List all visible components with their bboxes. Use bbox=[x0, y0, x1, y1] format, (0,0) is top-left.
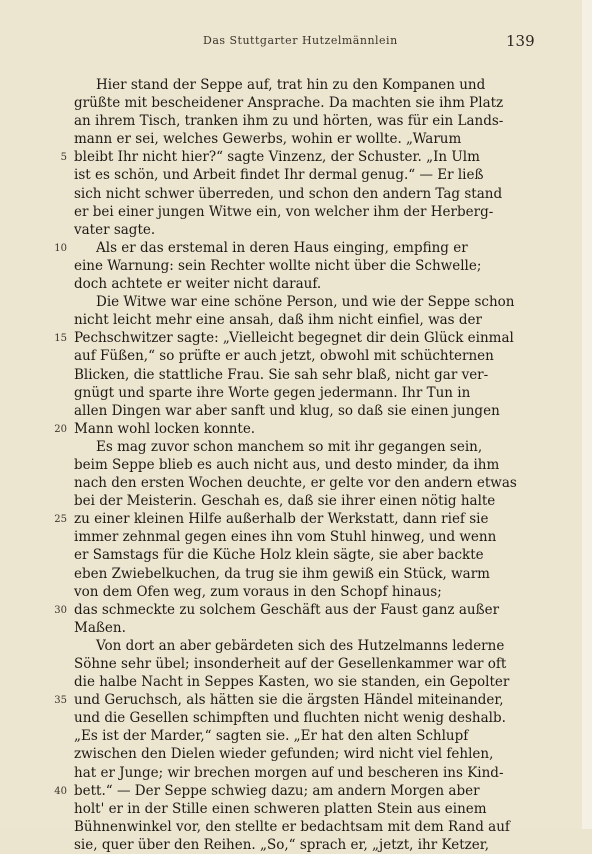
text-line bbox=[74, 402, 524, 420]
page-edge bbox=[582, 0, 592, 829]
line-text: immer zehnmal gegen eines ihn vom Stuhl hinweg, und wenn bbox=[74, 529, 497, 546]
text-line bbox=[74, 221, 524, 239]
text-line bbox=[54, 691, 524, 709]
line-text: Pechschwitzer sagte: „Vielleicht begegnet dir dein Glück einmal bbox=[74, 330, 514, 347]
line-text: Als er das erstemal in deren Haus einging, empfing er bbox=[96, 239, 468, 256]
line-text: Blicken, die stattliche Frau. Sie sah sehr blaß, nicht gar ver- bbox=[74, 366, 489, 383]
text-line bbox=[74, 583, 524, 601]
line-text: bleibt Ihr nicht hier?“ sagte Vinzenz, der Schuster. „In Ulm bbox=[74, 149, 480, 166]
line-text: Maßen. bbox=[74, 619, 126, 636]
line-text: mann er sei, welches Gewerbs, wohin er wollte. „Warum bbox=[74, 131, 462, 148]
line-text: sie, quer über den Reihen. „So,“ sprach er, „jetzt, ihr Ketzer, bbox=[74, 836, 489, 853]
text-line bbox=[74, 384, 524, 402]
body-text bbox=[54, 76, 524, 854]
page-number: 139 bbox=[506, 32, 535, 50]
line-number: 35 bbox=[54, 695, 67, 707]
text-line bbox=[74, 76, 524, 94]
line-text: zwischen den Dielen wieder gefunden; wird nicht viel fehlen, bbox=[74, 746, 494, 763]
text-line bbox=[74, 438, 524, 456]
text-line bbox=[74, 347, 524, 365]
line-text: grüßte mit bescheidener Ansprache. Da machten sie ihm Platz bbox=[74, 95, 504, 112]
text-line bbox=[74, 800, 524, 818]
line-text: Mann wohl locken konnte. bbox=[74, 420, 256, 437]
text-line bbox=[54, 420, 524, 438]
text-line bbox=[74, 709, 524, 727]
line-text: beim Seppe blieb es auch nicht aus, und desto minder, da ihm bbox=[74, 456, 500, 473]
line-text: er bei einer jungen Witwe ein, von welcher ihm der Herberg- bbox=[74, 203, 494, 220]
line-text: Die Witwe war eine schöne Person, und wie der Seppe schon bbox=[96, 294, 515, 311]
line-text: holt' er in der Stille einen schweren platten Stein aus einem bbox=[74, 800, 487, 817]
line-text: Von dort an aber gebärdeten sich des Hutzelmanns lederne bbox=[96, 637, 505, 654]
text-line bbox=[54, 782, 524, 800]
text-line bbox=[74, 745, 524, 763]
text-line bbox=[74, 619, 524, 637]
line-text: nach den ersten Wochen deuchte, er gelte vor den andern etwas bbox=[74, 475, 517, 492]
line-text: sich nicht schwer überreden, und schon den andern Tag stand bbox=[74, 185, 503, 202]
line-text: Bühnenwinkel vor, den stellte er bedachtsam mit dem Rand auf bbox=[74, 818, 510, 835]
line-text: allen Dingen war aber sanft und klug, so daß sie einen jungen bbox=[74, 402, 500, 419]
line-text: Es mag zuvor schon manchem so mit ihr gegangen sein, bbox=[96, 438, 483, 455]
text-line bbox=[74, 673, 524, 691]
text-line bbox=[74, 818, 524, 836]
text-line bbox=[74, 456, 524, 474]
line-text: eine Warnung: sein Rechter wollte nicht über die Schwelle; bbox=[74, 257, 482, 274]
text-line bbox=[74, 311, 524, 329]
text-line bbox=[74, 655, 524, 673]
line-number: 30 bbox=[54, 604, 67, 616]
text-line bbox=[54, 601, 524, 619]
line-text: zu einer kleinen Hilfe außerhalb der Werkstatt, dann rief sie bbox=[74, 511, 489, 528]
line-text: eben Zwiebelkuchen, da trug sie ihm gewiß ein Stück, warm bbox=[74, 565, 490, 582]
line-text: er Samstags für die Küche Holz klein sägte, sie aber backte bbox=[74, 547, 484, 564]
line-text: die halbe Nacht in Seppes Kasten, wo sie standen, ein Gepolter bbox=[74, 674, 510, 691]
text-line bbox=[74, 166, 524, 184]
line-text: auf Füßen,“ so prüfte er auch jetzt, obwohl mit schüchternen bbox=[74, 348, 494, 365]
line-text: gnügt und sparte ihre Worte gegen jedermann. Ihr Tun in bbox=[74, 384, 471, 401]
line-text: ist es schön, und Arbeit findet Ihr dermal genug.“ — Er ließ bbox=[74, 167, 484, 184]
text-line bbox=[74, 366, 524, 384]
text-line bbox=[74, 764, 524, 782]
line-number: 15 bbox=[54, 333, 67, 345]
line-text: das schmeckte zu solchem Geschäft aus der Faust ganz außer bbox=[74, 601, 500, 618]
line-text: Hier stand der Seppe auf, trat hin zu den Kompanen und bbox=[96, 77, 486, 93]
text-line bbox=[74, 727, 524, 745]
line-text: bett.“ — Der Seppe schwieg dazu; am andern Morgen aber bbox=[74, 782, 480, 799]
text-line bbox=[60, 148, 524, 166]
text-line bbox=[74, 565, 524, 583]
text-line bbox=[74, 275, 524, 293]
text-line bbox=[74, 492, 524, 510]
line-text: vater sagte. bbox=[74, 221, 156, 238]
text-line bbox=[54, 510, 524, 528]
line-text: von dem Ofen weg, zum voraus in den Schopf hinaus; bbox=[74, 583, 442, 600]
running-title: Das Stuttgarter Hutzelmännlein bbox=[203, 34, 398, 47]
line-number: 20 bbox=[54, 423, 67, 435]
line-text: Söhne sehr übel; insonderheit auf der Gesellenkammer war oft bbox=[74, 656, 507, 672]
text-line bbox=[74, 130, 524, 148]
text-line bbox=[74, 546, 524, 564]
line-text: an ihrem Tisch, tranken ihm zu und hörten, was für ein Lands- bbox=[74, 113, 504, 130]
text-line bbox=[54, 239, 524, 257]
line-number: 10 bbox=[54, 242, 67, 254]
text-line bbox=[74, 94, 524, 112]
line-text: bei der Meisterin. Geschah es, daß sie ihrer einen nötig halte bbox=[74, 493, 496, 510]
text-line bbox=[74, 257, 524, 275]
text-line bbox=[74, 293, 524, 311]
line-text: und Geruchsch, als hätten sie die ärgsten Händel miteinander, bbox=[74, 692, 504, 709]
text-line bbox=[54, 329, 524, 347]
text-line bbox=[74, 203, 524, 221]
text-line bbox=[74, 528, 524, 546]
text-line bbox=[74, 185, 524, 203]
line-text: hat er Junge; wir brechen morgen auf und bescheren ins Kind- bbox=[74, 764, 504, 781]
line-text: nicht leicht mehr eine ansah, daß ihm nicht einfiel, was der bbox=[74, 312, 482, 329]
line-text: „Es ist der Marder,“ sagten sie. „Er hat den alten Schlupf bbox=[74, 728, 469, 745]
line-number: 40 bbox=[54, 785, 67, 797]
line-number: 25 bbox=[54, 514, 67, 526]
text-line bbox=[74, 836, 524, 854]
line-text: und die Gesellen schimpften und fluchten nicht wenig deshalb. bbox=[74, 710, 506, 727]
text-line bbox=[74, 474, 524, 492]
text-line bbox=[74, 637, 524, 655]
line-number: 5 bbox=[60, 152, 67, 164]
text-line bbox=[74, 112, 524, 130]
line-text: doch achtete er weiter nicht darauf. bbox=[74, 276, 322, 293]
